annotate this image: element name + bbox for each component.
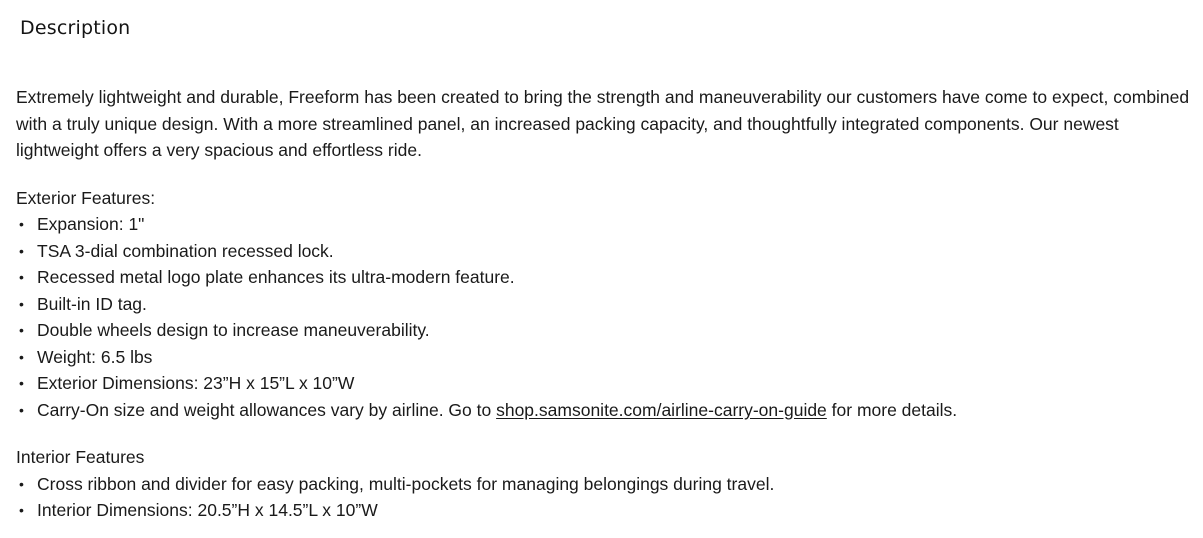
intro-paragraph: Extremely lightweight and durable, Freeform has been created to bring the strength and maneuverability our customers have come to expect, combined with a truly unique design. With a more streamlined panel, an increased packing capacity, and thoughtfully integrated components. Our newest lightweight offers a very spacious and effortless ride.	[16, 87, 1190, 160]
list-item	[16, 291, 1196, 318]
spacer	[16, 423, 1196, 444]
exterior-features-title: Exterior Features:	[16, 187, 156, 208]
bullet-icon: •	[19, 216, 24, 232]
list-item	[16, 370, 1196, 397]
carry-on-prefix: Carry-On size and weight allowances vary by airline. Go to	[37, 399, 497, 420]
list-item-text: Weight: 6.5 lbs	[37, 346, 153, 367]
bullet-icon: •	[19, 401, 24, 418]
list-item-text: TSA 3-dial combination recessed lock.	[37, 240, 334, 261]
bullet-icon: •	[19, 242, 24, 259]
list-item-text: Expansion: 1"	[37, 214, 145, 234]
carry-on-suffix: for more details.	[826, 399, 958, 420]
bullet-icon: •	[19, 269, 24, 285]
description-content	[16, 84, 1196, 524]
list-item-text: Built-in ID tag.	[37, 293, 147, 314]
interior-features-list	[16, 471, 1196, 524]
list-item	[16, 238, 1196, 265]
airline-carry-on-guide-link[interactable]: shop.samsonite.com/airline-carry-on-guide	[496, 399, 827, 420]
list-item-text: Exterior Dimensions: 23”H x 15”L x 10”W	[37, 373, 355, 393]
list-item	[16, 264, 1196, 291]
list-item	[16, 397, 1196, 424]
list-item	[16, 497, 1196, 524]
bullet-icon: •	[19, 348, 24, 365]
list-item	[16, 211, 1196, 238]
list-item-text: Interior Dimensions: 20.5”H x 14.5”L x 10”W	[37, 500, 378, 520]
list-item	[16, 471, 1196, 498]
list-item-text: Recessed metal logo plate enhances its ultra-modern feature.	[37, 267, 515, 287]
spacer	[16, 164, 1196, 185]
list-item-text: Cross ribbon and divider for easy packing, multi-pockets for managing belongings during travel.	[37, 473, 775, 494]
bullet-icon: •	[19, 322, 24, 338]
bullet-icon: •	[19, 475, 24, 492]
exterior-features-list	[16, 211, 1196, 423]
bullet-icon: •	[19, 375, 24, 391]
description-heading: Description	[20, 17, 131, 39]
bullet-icon: •	[19, 295, 24, 312]
list-item	[16, 317, 1196, 344]
list-item	[16, 344, 1196, 371]
interior-features-title: Interior Features	[16, 447, 145, 467]
list-item-text: Double wheels design to increase maneuverability.	[37, 320, 430, 340]
bullet-icon: •	[19, 502, 24, 518]
